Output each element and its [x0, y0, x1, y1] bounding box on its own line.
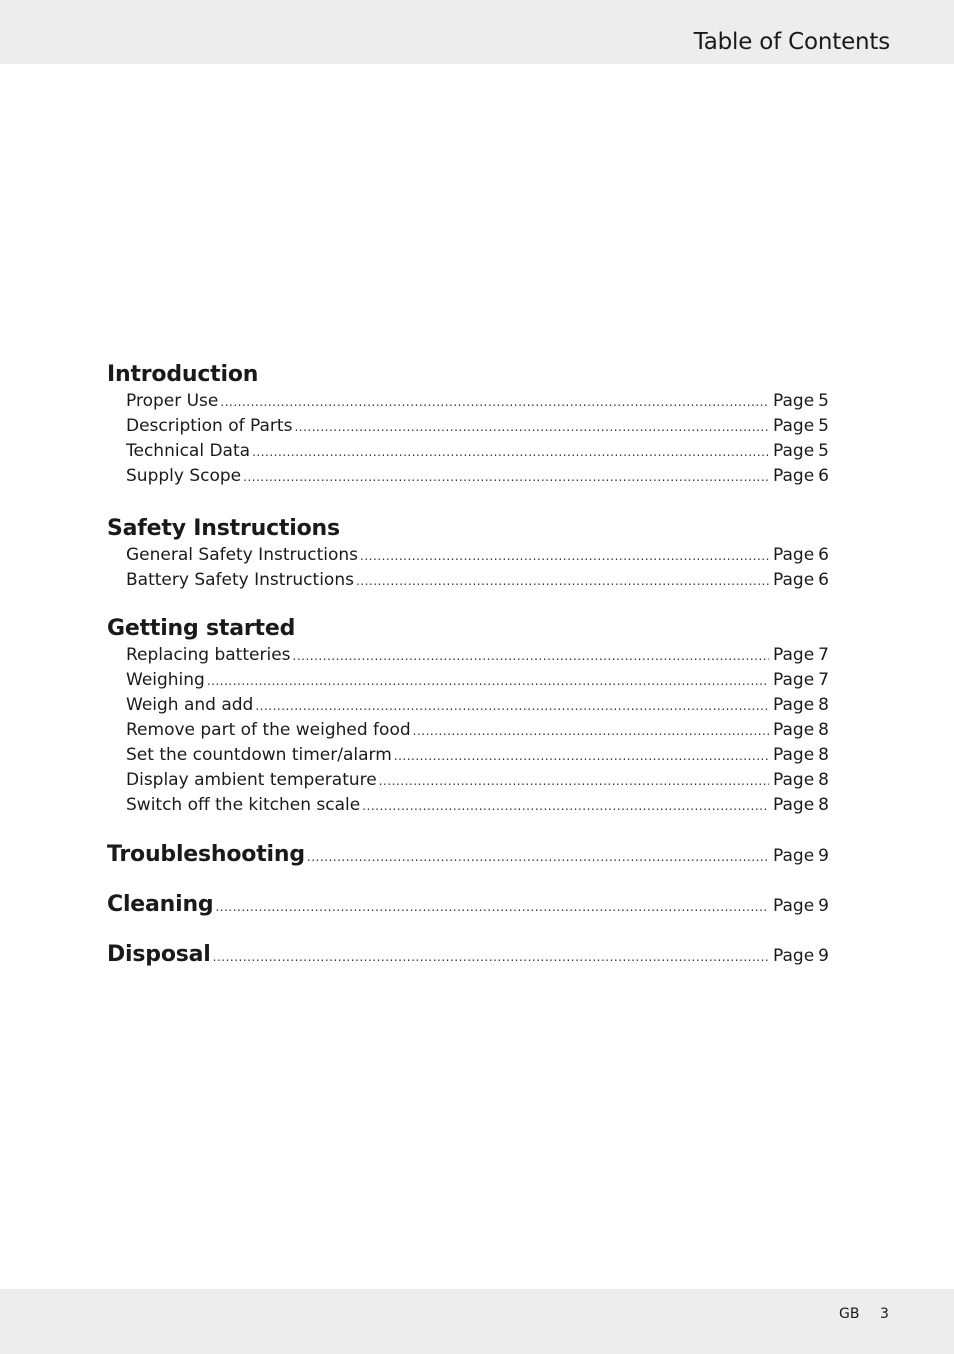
page-label: Page: [773, 645, 815, 665]
page-label: Page: [773, 846, 815, 866]
toc-section-introduction: [107, 360, 829, 489]
section-spacer: [107, 593, 829, 614]
entry-page-number: 6: [818, 545, 829, 565]
page-label: Page: [773, 466, 815, 486]
page-label: Page: [773, 795, 815, 815]
page-label: Page: [773, 695, 815, 715]
dot-leader: [362, 794, 769, 819]
toc-entry[interactable]: [107, 643, 829, 668]
toc-entry[interactable]: [107, 464, 829, 489]
entry-title: Display ambient temperature: [126, 770, 377, 790]
entry-page-number: 7: [818, 645, 829, 665]
dot-leader: [213, 932, 769, 982]
page-label: Page: [773, 745, 815, 765]
entry-title: Technical Data: [126, 441, 251, 461]
entry-page-number: 5: [818, 416, 829, 436]
entry-page-number: 9: [818, 896, 829, 916]
page-label: Page: [773, 896, 815, 916]
section-heading: Introduction: [107, 362, 259, 387]
page-label: Page: [773, 441, 815, 461]
entry-title: Battery Safety Instructions: [126, 570, 354, 590]
entry-page-number: 5: [818, 441, 829, 461]
section-spacer: [107, 818, 829, 830]
page-footer: [0, 1289, 954, 1354]
toc-entry[interactable]: [107, 693, 829, 718]
entry-title: Supply Scope: [126, 466, 242, 486]
toc-section-troubleshooting[interactable]: [107, 830, 829, 880]
toc-entry[interactable]: [107, 718, 829, 743]
dot-leader: [220, 390, 769, 415]
entry-page-number: 9: [818, 846, 829, 866]
dot-leader: [394, 744, 769, 769]
page-label: Page: [773, 946, 815, 966]
page-number: 3: [880, 1306, 889, 1322]
dot-leader: [215, 882, 769, 932]
page-label: Page: [773, 570, 815, 590]
page-label: Page: [773, 720, 815, 740]
section-heading: Safety Instructions: [107, 516, 340, 541]
toc-entry[interactable]: [107, 389, 829, 414]
toc-entry[interactable]: [107, 743, 829, 768]
dot-leader: [252, 440, 769, 465]
toc-entry[interactable]: [107, 439, 829, 464]
dot-leader: [356, 569, 769, 594]
entry-title: Remove part of the weighed food: [126, 720, 411, 740]
entry-page-number: 8: [818, 770, 829, 790]
section-heading: Disposal: [107, 942, 211, 967]
language-code: GB: [839, 1306, 860, 1322]
toc-entry[interactable]: [107, 414, 829, 439]
page-title: Table of Contents: [693, 29, 890, 55]
entry-title: Proper Use: [126, 391, 219, 411]
section-heading: Getting started: [107, 616, 296, 641]
toc-entry[interactable]: [107, 543, 829, 568]
dot-leader: [207, 669, 769, 694]
section-spacer: [107, 489, 829, 514]
entry-page-number: 8: [818, 695, 829, 715]
entry-title: Description of Parts: [126, 416, 293, 436]
toc-section-safety: [107, 514, 829, 593]
page-header: [0, 0, 954, 64]
toc-entry[interactable]: [107, 668, 829, 693]
entry-title: General Safety Instructions: [126, 545, 359, 565]
dot-leader: [294, 415, 769, 440]
dot-leader: [307, 832, 769, 882]
dot-leader: [413, 719, 769, 744]
entry-title: Weigh and add: [126, 695, 254, 715]
entry-page-number: 9: [818, 946, 829, 966]
entry-page-number: 6: [818, 570, 829, 590]
page-label: Page: [773, 545, 815, 565]
entry-title: Replacing batteries: [126, 645, 291, 665]
entry-page-number: 5: [818, 391, 829, 411]
page-label: Page: [773, 770, 815, 790]
table-of-contents: [107, 360, 829, 980]
entry-page-number: 8: [818, 745, 829, 765]
toc-section-getting-started: [107, 614, 829, 818]
entry-page-number: 8: [818, 720, 829, 740]
toc-section-disposal[interactable]: [107, 930, 829, 980]
entry-page-number: 6: [818, 466, 829, 486]
entry-title: Switch off the kitchen scale: [126, 795, 361, 815]
entry-page-number: 8: [818, 795, 829, 815]
toc-entry[interactable]: [107, 793, 829, 818]
page-label: Page: [773, 670, 815, 690]
dot-leader: [360, 544, 769, 569]
section-heading: Troubleshooting: [107, 842, 305, 867]
toc-entry[interactable]: [107, 568, 829, 593]
toc-entry[interactable]: [107, 768, 829, 793]
entry-page-number: 7: [818, 670, 829, 690]
page-label: Page: [773, 391, 815, 411]
dot-leader: [243, 465, 769, 490]
dot-leader: [255, 694, 769, 719]
entry-title: Set the countdown timer/alarm: [126, 745, 392, 765]
section-heading: Cleaning: [107, 892, 214, 917]
toc-section-cleaning[interactable]: [107, 880, 829, 930]
page-label: Page: [773, 416, 815, 436]
entry-title: Weighing: [126, 670, 205, 690]
dot-leader: [293, 644, 769, 669]
dot-leader: [379, 769, 769, 794]
